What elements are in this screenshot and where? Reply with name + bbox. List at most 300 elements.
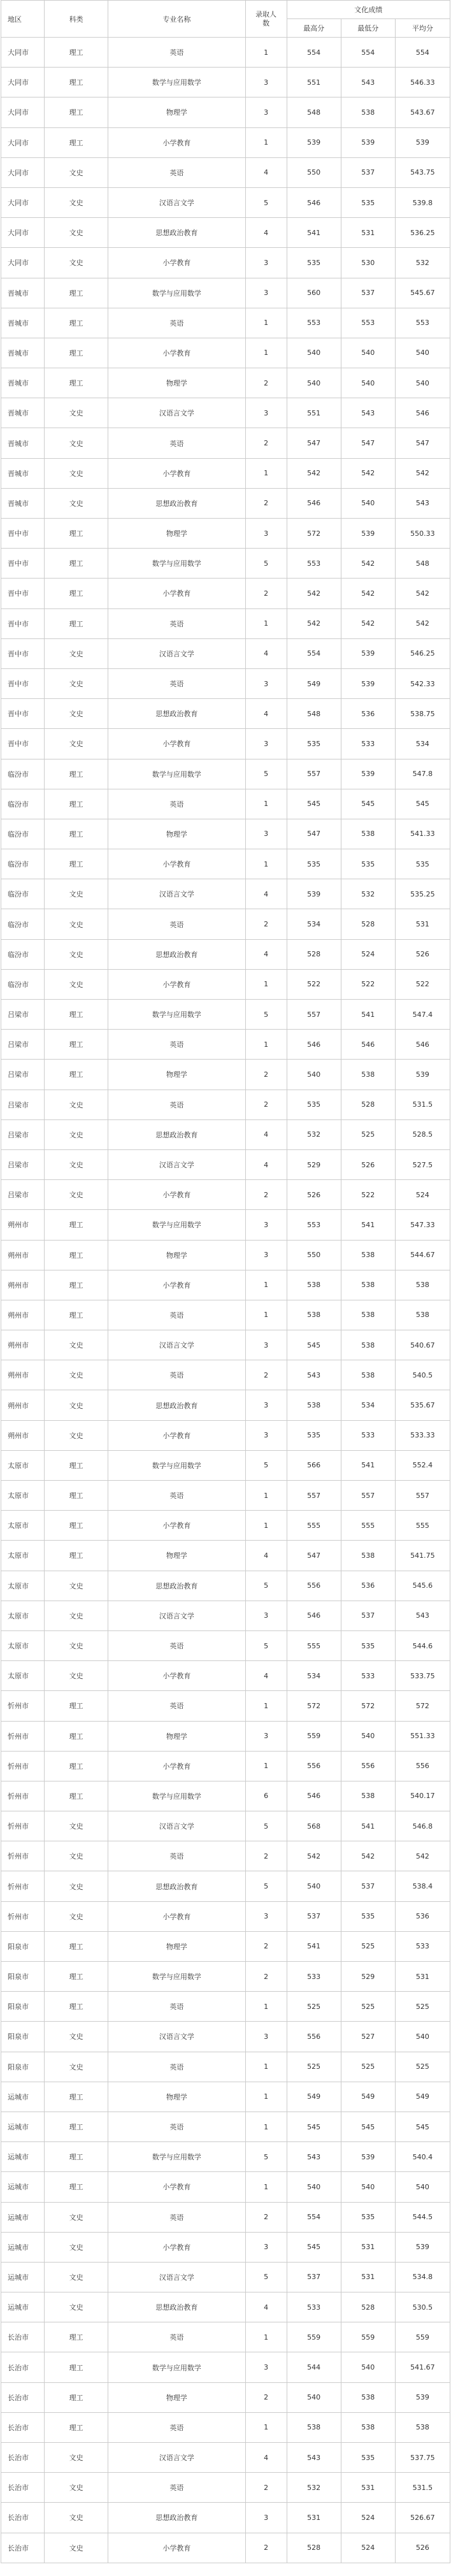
cell-major: 物理学 bbox=[108, 819, 245, 849]
cell-min: 539 bbox=[341, 638, 395, 668]
cell-region: 阳泉市 bbox=[1, 1962, 45, 1992]
cell-major: 汉语言文学 bbox=[108, 187, 245, 217]
cell-category: 文史 bbox=[45, 428, 108, 458]
cell-enrolled: 2 bbox=[245, 368, 287, 398]
cell-min: 538 bbox=[341, 1240, 395, 1270]
cell-major: 物理学 bbox=[108, 97, 245, 127]
cell-category: 文史 bbox=[45, 157, 108, 187]
cell-min: 557 bbox=[341, 1481, 395, 1511]
table-header bbox=[1, 1, 450, 38]
cell-avg: 543 bbox=[395, 1601, 450, 1630]
cell-enrolled: 3 bbox=[245, 1601, 287, 1630]
cell-category: 文史 bbox=[45, 1571, 108, 1601]
table-row bbox=[1, 1571, 450, 1601]
cell-avg: 546.8 bbox=[395, 1811, 450, 1841]
cell-enrolled: 2 bbox=[245, 909, 287, 939]
cell-region: 忻州市 bbox=[1, 1871, 45, 1901]
cell-avg: 540.5 bbox=[395, 1360, 450, 1390]
cell-avg: 545.67 bbox=[395, 278, 450, 308]
cell-major: 英语 bbox=[108, 2322, 245, 2352]
cell-major: 英语 bbox=[108, 1360, 245, 1390]
cell-avg: 547 bbox=[395, 428, 450, 458]
header-category: 科类 bbox=[45, 1, 108, 38]
cell-enrolled: 2 bbox=[245, 2473, 287, 2503]
table-row bbox=[1, 759, 450, 789]
cell-category: 理工 bbox=[45, 1511, 108, 1541]
cell-min: 538 bbox=[341, 2382, 395, 2412]
cell-region: 运城市 bbox=[1, 2112, 45, 2141]
cell-max: 522 bbox=[287, 969, 341, 999]
cell-min: 543 bbox=[341, 68, 395, 97]
cell-region: 大同市 bbox=[1, 68, 45, 97]
cell-avg: 536 bbox=[395, 1901, 450, 1931]
cell-category: 文史 bbox=[45, 2503, 108, 2533]
cell-category: 文史 bbox=[45, 969, 108, 999]
cell-enrolled: 3 bbox=[245, 729, 287, 759]
cell-min: 535 bbox=[341, 1901, 395, 1931]
cell-region: 晋中市 bbox=[1, 579, 45, 608]
cell-enrolled: 4 bbox=[245, 879, 287, 909]
table-row bbox=[1, 1781, 450, 1811]
cell-avg: 530.5 bbox=[395, 2292, 450, 2322]
cell-min: 522 bbox=[341, 969, 395, 999]
cell-major: 数学与应用数学 bbox=[108, 2352, 245, 2382]
cell-category: 理工 bbox=[45, 819, 108, 849]
cell-major: 英语 bbox=[108, 2412, 245, 2442]
cell-major: 英语 bbox=[108, 2202, 245, 2232]
cell-max: 560 bbox=[287, 278, 341, 308]
cell-enrolled: 5 bbox=[245, 549, 287, 579]
cell-min: 559 bbox=[341, 2322, 395, 2352]
cell-avg: 526.67 bbox=[395, 2503, 450, 2533]
cell-min: 540 bbox=[341, 2352, 395, 2382]
cell-max: 528 bbox=[287, 2533, 341, 2563]
cell-avg: 531.5 bbox=[395, 2473, 450, 2503]
cell-enrolled: 2 bbox=[245, 1931, 287, 1961]
cell-min: 538 bbox=[341, 1330, 395, 1360]
cell-region: 朔州市 bbox=[1, 1390, 45, 1420]
cell-major: 小学教育 bbox=[108, 1420, 245, 1450]
table-row bbox=[1, 428, 450, 458]
cell-max: 542 bbox=[287, 458, 341, 488]
cell-enrolled: 5 bbox=[245, 1571, 287, 1601]
cell-enrolled: 1 bbox=[245, 127, 287, 157]
cell-enrolled: 1 bbox=[245, 2082, 287, 2112]
cell-major: 数学与应用数学 bbox=[108, 1210, 245, 1240]
table-row bbox=[1, 729, 450, 759]
cell-major: 英语 bbox=[108, 308, 245, 338]
cell-major: 物理学 bbox=[108, 2382, 245, 2412]
cell-avg: 544.67 bbox=[395, 1240, 450, 1270]
cell-category: 文史 bbox=[45, 2022, 108, 2052]
table-body bbox=[1, 38, 450, 2563]
cell-category: 文史 bbox=[45, 1390, 108, 1420]
cell-major: 英语 bbox=[108, 1992, 245, 2022]
table-row bbox=[1, 579, 450, 608]
cell-region: 大同市 bbox=[1, 127, 45, 157]
cell-region: 运城市 bbox=[1, 2082, 45, 2112]
cell-enrolled: 1 bbox=[245, 849, 287, 879]
cell-avg: 541.75 bbox=[395, 1541, 450, 1571]
cell-major: 英语 bbox=[108, 1630, 245, 1660]
cell-enrolled: 1 bbox=[245, 1481, 287, 1511]
cell-category: 文史 bbox=[45, 909, 108, 939]
cell-major: 物理学 bbox=[108, 1721, 245, 1751]
cell-max: 546 bbox=[287, 1601, 341, 1630]
cell-avg: 539.8 bbox=[395, 187, 450, 217]
cell-min: 535 bbox=[341, 849, 395, 879]
table-row bbox=[1, 308, 450, 338]
cell-max: 531 bbox=[287, 2503, 341, 2533]
cell-enrolled: 3 bbox=[245, 1901, 287, 1931]
cell-max: 554 bbox=[287, 2202, 341, 2232]
cell-category: 理工 bbox=[45, 579, 108, 608]
cell-enrolled: 5 bbox=[245, 1811, 287, 1841]
cell-enrolled: 2 bbox=[245, 1180, 287, 1210]
cell-max: 535 bbox=[287, 729, 341, 759]
cell-major: 物理学 bbox=[108, 1240, 245, 1270]
cell-category: 理工 bbox=[45, 308, 108, 338]
cell-min: 533 bbox=[341, 1420, 395, 1450]
cell-max: 539 bbox=[287, 879, 341, 909]
table-row bbox=[1, 458, 450, 488]
cell-region: 吕梁市 bbox=[1, 1030, 45, 1060]
cell-region: 运城市 bbox=[1, 2292, 45, 2322]
cell-region: 太原市 bbox=[1, 1541, 45, 1571]
cell-avg: 544.5 bbox=[395, 2202, 450, 2232]
cell-enrolled: 3 bbox=[245, 1390, 287, 1420]
cell-enrolled: 4 bbox=[245, 218, 287, 248]
cell-max: 545 bbox=[287, 789, 341, 819]
cell-min: 525 bbox=[341, 1931, 395, 1961]
cell-max: 542 bbox=[287, 1841, 341, 1871]
cell-region: 临汾市 bbox=[1, 909, 45, 939]
cell-min: 538 bbox=[341, 1270, 395, 1300]
cell-avg: 542 bbox=[395, 579, 450, 608]
table-row bbox=[1, 879, 450, 909]
cell-category: 理工 bbox=[45, 1270, 108, 1300]
cell-enrolled: 2 bbox=[245, 579, 287, 608]
cell-major: 数学与应用数学 bbox=[108, 68, 245, 97]
cell-enrolled: 1 bbox=[245, 2112, 287, 2141]
table-row bbox=[1, 1210, 450, 1240]
cell-major: 小学教育 bbox=[108, 458, 245, 488]
table-row bbox=[1, 1811, 450, 1841]
cell-min: 537 bbox=[341, 157, 395, 187]
cell-enrolled: 2 bbox=[245, 2202, 287, 2232]
cell-max: 550 bbox=[287, 157, 341, 187]
cell-enrolled: 1 bbox=[245, 1992, 287, 2022]
cell-min: 542 bbox=[341, 458, 395, 488]
cell-enrolled: 4 bbox=[245, 2292, 287, 2322]
cell-min: 533 bbox=[341, 1661, 395, 1691]
cell-avg: 538.4 bbox=[395, 1871, 450, 1901]
cell-enrolled: 4 bbox=[245, 1661, 287, 1691]
cell-avg: 538.75 bbox=[395, 699, 450, 729]
table-row bbox=[1, 849, 450, 879]
table-row bbox=[1, 1721, 450, 1751]
cell-max: 543 bbox=[287, 1360, 341, 1390]
cell-enrolled: 3 bbox=[245, 68, 287, 97]
table-row bbox=[1, 1450, 450, 1480]
table-row bbox=[1, 1691, 450, 1721]
cell-max: 555 bbox=[287, 1630, 341, 1660]
cell-category: 文史 bbox=[45, 638, 108, 668]
cell-region: 运城市 bbox=[1, 2262, 45, 2292]
cell-enrolled: 3 bbox=[245, 2503, 287, 2533]
cell-enrolled: 1 bbox=[245, 969, 287, 999]
cell-min: 555 bbox=[341, 1511, 395, 1541]
table-row bbox=[1, 1751, 450, 1781]
cell-avg: 522 bbox=[395, 969, 450, 999]
cell-enrolled: 3 bbox=[245, 1210, 287, 1240]
cell-enrolled: 1 bbox=[245, 2412, 287, 2442]
cell-max: 543 bbox=[287, 2443, 341, 2473]
cell-avg: 540.67 bbox=[395, 1330, 450, 1360]
cell-category: 理工 bbox=[45, 759, 108, 789]
cell-enrolled: 1 bbox=[245, 1751, 287, 1781]
cell-min: 545 bbox=[341, 789, 395, 819]
table-row bbox=[1, 1511, 450, 1541]
cell-enrolled: 2 bbox=[245, 428, 287, 458]
cell-min: 539 bbox=[341, 127, 395, 157]
cell-avg: 534 bbox=[395, 729, 450, 759]
cell-max: 525 bbox=[287, 2052, 341, 2082]
cell-region: 大同市 bbox=[1, 38, 45, 68]
cell-avg: 549 bbox=[395, 2082, 450, 2112]
cell-major: 思想政治教育 bbox=[108, 218, 245, 248]
cell-enrolled: 3 bbox=[245, 248, 287, 278]
cell-avg: 525 bbox=[395, 2052, 450, 2082]
cell-avg: 544.6 bbox=[395, 1630, 450, 1660]
cell-enrolled: 5 bbox=[245, 1450, 287, 1480]
cell-region: 吕梁市 bbox=[1, 1149, 45, 1179]
cell-avg: 546 bbox=[395, 398, 450, 428]
cell-region: 长治市 bbox=[1, 2503, 45, 2533]
cell-enrolled: 3 bbox=[245, 1330, 287, 1360]
cell-category: 理工 bbox=[45, 38, 108, 68]
cell-region: 运城市 bbox=[1, 2232, 45, 2262]
table-row bbox=[1, 1992, 450, 2022]
cell-avg: 531 bbox=[395, 1962, 450, 1992]
cell-major: 思想政治教育 bbox=[108, 939, 245, 969]
cell-major: 思想政治教育 bbox=[108, 2292, 245, 2322]
cell-max: 551 bbox=[287, 398, 341, 428]
header-culture-score: 文化成绩 bbox=[287, 1, 450, 19]
cell-region: 晋中市 bbox=[1, 638, 45, 668]
cell-category: 理工 bbox=[45, 2082, 108, 2112]
cell-max: 535 bbox=[287, 1090, 341, 1119]
table-row bbox=[1, 2112, 450, 2141]
cell-enrolled: 3 bbox=[245, 668, 287, 698]
cell-max: 549 bbox=[287, 668, 341, 698]
cell-major: 物理学 bbox=[108, 2082, 245, 2112]
cell-major: 数学与应用数学 bbox=[108, 1000, 245, 1030]
cell-region: 吕梁市 bbox=[1, 1060, 45, 1090]
cell-max: 541 bbox=[287, 1931, 341, 1961]
cell-category: 理工 bbox=[45, 338, 108, 368]
cell-region: 太原市 bbox=[1, 1511, 45, 1541]
cell-major: 数学与应用数学 bbox=[108, 1450, 245, 1480]
cell-min: 538 bbox=[341, 1781, 395, 1811]
table-row bbox=[1, 1090, 450, 1119]
cell-major: 思想政治教育 bbox=[108, 1571, 245, 1601]
cell-major: 数学与应用数学 bbox=[108, 759, 245, 789]
cell-avg: 540 bbox=[395, 338, 450, 368]
cell-category: 文史 bbox=[45, 1119, 108, 1149]
cell-region: 大同市 bbox=[1, 248, 45, 278]
cell-max: 548 bbox=[287, 699, 341, 729]
cell-category: 理工 bbox=[45, 2142, 108, 2172]
cell-category: 文史 bbox=[45, 187, 108, 217]
cell-avg: 541.33 bbox=[395, 819, 450, 849]
cell-category: 理工 bbox=[45, 368, 108, 398]
cell-min: 540 bbox=[341, 338, 395, 368]
cell-min: 539 bbox=[341, 759, 395, 789]
cell-major: 英语 bbox=[108, 38, 245, 68]
cell-min: 542 bbox=[341, 1841, 395, 1871]
cell-max: 553 bbox=[287, 1210, 341, 1240]
cell-major: 物理学 bbox=[108, 1931, 245, 1961]
cell-major: 英语 bbox=[108, 1481, 245, 1511]
cell-major: 小学教育 bbox=[108, 2533, 245, 2563]
cell-avg: 537.75 bbox=[395, 2443, 450, 2473]
cell-category: 文史 bbox=[45, 1090, 108, 1119]
table-row bbox=[1, 1901, 450, 1931]
cell-max: 534 bbox=[287, 909, 341, 939]
cell-avg: 546 bbox=[395, 1030, 450, 1060]
cell-min: 524 bbox=[341, 2533, 395, 2563]
cell-enrolled: 3 bbox=[245, 2022, 287, 2052]
cell-min: 542 bbox=[341, 549, 395, 579]
cell-enrolled: 4 bbox=[245, 638, 287, 668]
cell-category: 文史 bbox=[45, 1661, 108, 1691]
cell-min: 537 bbox=[341, 278, 395, 308]
table-row bbox=[1, 519, 450, 549]
cell-enrolled: 3 bbox=[245, 1721, 287, 1751]
cell-min: 540 bbox=[341, 1721, 395, 1751]
cell-min: 526 bbox=[341, 1149, 395, 1179]
cell-max: 556 bbox=[287, 1571, 341, 1601]
cell-avg: 541.67 bbox=[395, 2352, 450, 2382]
cell-category: 理工 bbox=[45, 1300, 108, 1330]
cell-enrolled: 3 bbox=[245, 278, 287, 308]
cell-category: 文史 bbox=[45, 398, 108, 428]
cell-category: 理工 bbox=[45, 608, 108, 638]
cell-max: 538 bbox=[287, 1300, 341, 1330]
cell-enrolled: 1 bbox=[245, 38, 287, 68]
cell-min: 554 bbox=[341, 38, 395, 68]
cell-enrolled: 1 bbox=[245, 1300, 287, 1330]
cell-avg: 534.8 bbox=[395, 2262, 450, 2292]
cell-enrolled: 3 bbox=[245, 519, 287, 549]
cell-category: 文史 bbox=[45, 2443, 108, 2473]
cell-avg: 540.4 bbox=[395, 2142, 450, 2172]
cell-min: 540 bbox=[341, 488, 395, 518]
cell-enrolled: 1 bbox=[245, 458, 287, 488]
cell-region: 大同市 bbox=[1, 157, 45, 187]
cell-max: 556 bbox=[287, 1751, 341, 1781]
cell-min: 556 bbox=[341, 1751, 395, 1781]
cell-region: 太原市 bbox=[1, 1481, 45, 1511]
cell-region: 忻州市 bbox=[1, 1781, 45, 1811]
cell-avg: 556 bbox=[395, 1751, 450, 1781]
cell-region: 朔州市 bbox=[1, 1270, 45, 1300]
cell-region: 朔州市 bbox=[1, 1330, 45, 1360]
table-row bbox=[1, 1119, 450, 1149]
cell-avg: 531.5 bbox=[395, 1090, 450, 1119]
table-row bbox=[1, 2412, 450, 2442]
cell-category: 文史 bbox=[45, 2533, 108, 2563]
cell-major: 英语 bbox=[108, 1030, 245, 1060]
cell-max: 553 bbox=[287, 308, 341, 338]
cell-region: 长治市 bbox=[1, 2352, 45, 2382]
cell-major: 小学教育 bbox=[108, 1180, 245, 1210]
cell-enrolled: 2 bbox=[245, 2533, 287, 2563]
cell-category: 文史 bbox=[45, 2232, 108, 2262]
table-row bbox=[1, 2322, 450, 2352]
cell-avg: 553 bbox=[395, 308, 450, 338]
table-row bbox=[1, 2443, 450, 2473]
table-row bbox=[1, 248, 450, 278]
cell-max: 572 bbox=[287, 1691, 341, 1721]
cell-max: 540 bbox=[287, 2382, 341, 2412]
table-row bbox=[1, 1030, 450, 1060]
cell-category: 理工 bbox=[45, 1060, 108, 1090]
cell-major: 英语 bbox=[108, 1300, 245, 1330]
cell-major: 小学教育 bbox=[108, 849, 245, 879]
cell-enrolled: 2 bbox=[245, 1360, 287, 1390]
cell-min: 530 bbox=[341, 248, 395, 278]
cell-min: 525 bbox=[341, 1119, 395, 1149]
cell-enrolled: 1 bbox=[245, 1511, 287, 1541]
cell-max: 544 bbox=[287, 2352, 341, 2382]
cell-enrolled: 1 bbox=[245, 308, 287, 338]
cell-major: 英语 bbox=[108, 1691, 245, 1721]
cell-category: 理工 bbox=[45, 2322, 108, 2352]
cell-max: 572 bbox=[287, 519, 341, 549]
table-row bbox=[1, 2082, 450, 2112]
cell-avg: 535.25 bbox=[395, 879, 450, 909]
cell-min: 539 bbox=[341, 2142, 395, 2172]
header-min-score: 最低分 bbox=[341, 19, 395, 38]
cell-min: 528 bbox=[341, 2292, 395, 2322]
cell-category: 理工 bbox=[45, 68, 108, 97]
cell-category: 文史 bbox=[45, 1360, 108, 1390]
cell-major: 小学教育 bbox=[108, 2232, 245, 2262]
cell-category: 文史 bbox=[45, 488, 108, 518]
cell-region: 晋城市 bbox=[1, 308, 45, 338]
cell-category: 文史 bbox=[45, 218, 108, 248]
cell-major: 小学教育 bbox=[108, 2172, 245, 2202]
cell-enrolled: 5 bbox=[245, 759, 287, 789]
cell-enrolled: 2 bbox=[245, 2382, 287, 2412]
cell-max: 528 bbox=[287, 939, 341, 969]
cell-major: 汉语言文学 bbox=[108, 1330, 245, 1360]
cell-avg: 542.33 bbox=[395, 668, 450, 698]
cell-enrolled: 1 bbox=[245, 2172, 287, 2202]
cell-min: 531 bbox=[341, 218, 395, 248]
cell-max: 555 bbox=[287, 1511, 341, 1541]
table-row bbox=[1, 1871, 450, 1901]
cell-max: 548 bbox=[287, 97, 341, 127]
table-row bbox=[1, 1481, 450, 1511]
header-major: 专业名称 bbox=[108, 1, 245, 38]
cell-max: 553 bbox=[287, 549, 341, 579]
cell-category: 理工 bbox=[45, 1751, 108, 1781]
cell-region: 晋城市 bbox=[1, 488, 45, 518]
cell-region: 运城市 bbox=[1, 2172, 45, 2202]
